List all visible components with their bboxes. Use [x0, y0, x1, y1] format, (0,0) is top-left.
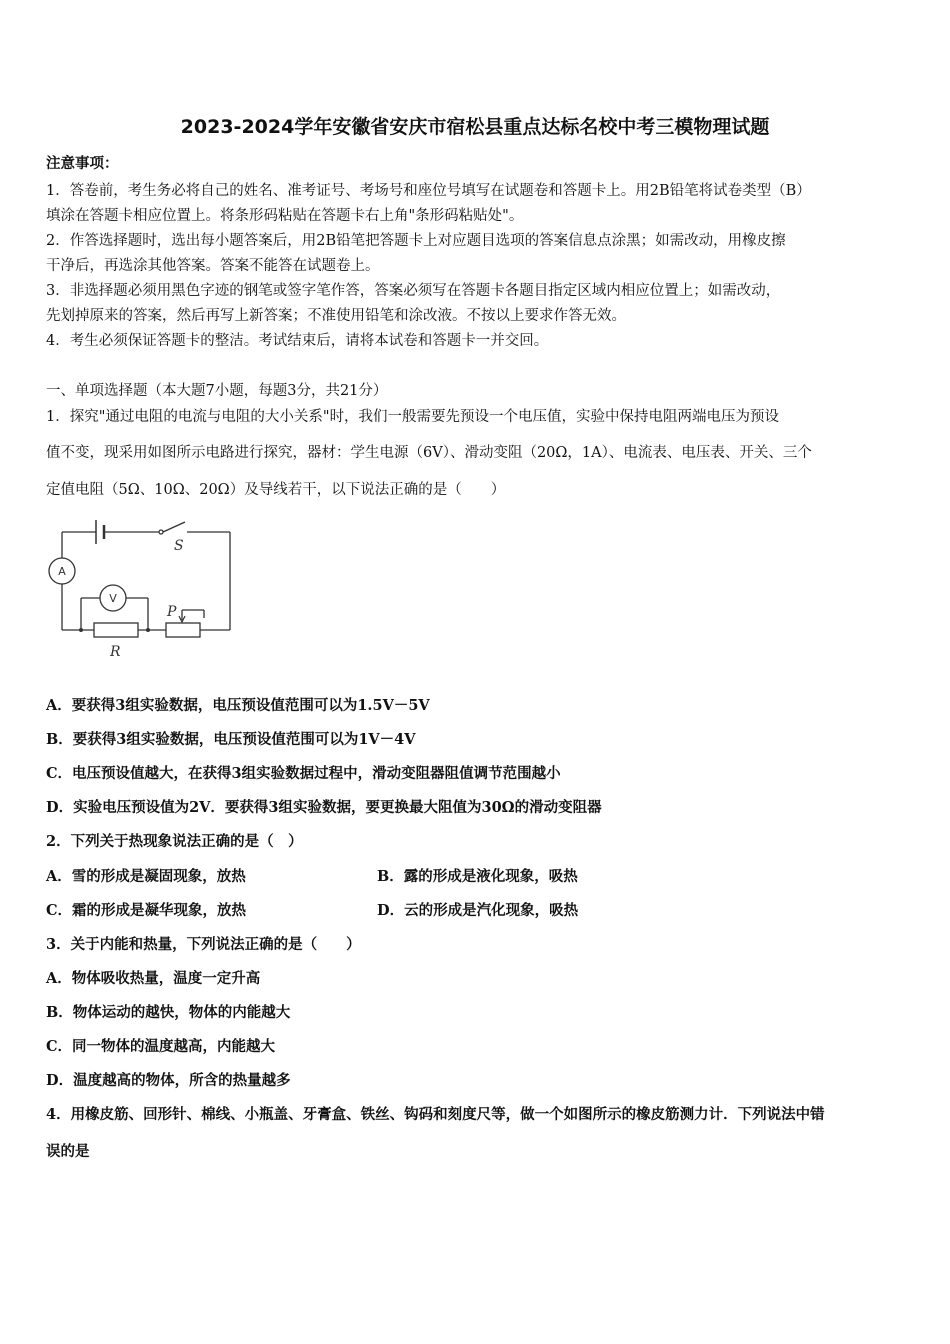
question-3-stem: 3．关于内能和热量，下列说法正确的是（ ） — [46, 936, 361, 953]
question-2-option: D．云的形成是汽化现象，吸热 — [377, 902, 579, 919]
slider-label: P — [167, 604, 177, 620]
notice-line: 3．非选择题必须用黑色字迹的钢笔或签字笔作答，答案必须写在答题卡各题目指定区域内相应位置上；如需改动， — [46, 283, 781, 299]
question-3-option: A．物体吸收热量，温度一定升高 — [46, 970, 261, 987]
notice-line: 先划掉原来的答案，然后再写上新答案；不准使用铅笔和涂改液。不按以上要求作答无效。 — [46, 308, 626, 324]
question-2-option: B．露的形成是液化现象，吸热 — [377, 868, 578, 885]
question-1-line: 定值电阻（5Ω、10Ω、20Ω）及导线若干，以下说法正确的是（ ） — [46, 482, 506, 498]
page-title: 2023-2024学年安徽省安庆市宿松县重点达标名校中考三模物理试题 — [180, 116, 770, 138]
question-3-option: C．同一物体的温度越高，内能越大 — [46, 1038, 276, 1055]
switch-label: S — [174, 538, 184, 554]
question-3-option: D．温度越高的物体，所含的热量越多 — [46, 1072, 291, 1089]
voltmeter-label: V — [109, 592, 117, 605]
question-1-option: D．实验电压预设值为2V．要获得3组实验数据，要更换最大阻值为30Ω的滑动变阻器 — [46, 799, 602, 816]
question-4-line: 误的是 — [46, 1143, 90, 1160]
notice-line: 1．答卷前，考生务必将自己的姓名、准考证号、考场号和座位号填写在试题卷和答题卡上。用2B铅笔将试卷类型（B） — [46, 183, 811, 199]
question-2-stem: 2．下列关于热现象说法正确的是（ ） — [46, 833, 303, 850]
notice-heading: 注意事项： — [46, 155, 119, 172]
question-2-option: A．雪的形成是凝固现象，放热 — [46, 868, 246, 885]
notice-line: 2．作答选择题时，选出每小题答案后，用2B铅笔把答题卡上对应题目选项的答案信息点涂黑；如需改动，用橡皮擦 — [46, 233, 786, 249]
question-1-line: 1．探究"通过电阻的电流与电阻的大小关系"时，我们一般需要先预设一个电压值，实验中保持电阻两端电压为预设 — [46, 409, 780, 425]
notice-line: 干净后，再选涂其他答案。答案不能答在试题卷上。 — [46, 258, 380, 274]
question-1-option: A．要获得3组实验数据，电压预设值范围可以为1.5V－5V — [46, 697, 430, 714]
ammeter-label: A — [58, 565, 66, 578]
notice-line: 填涂在答题卡相应位置上。将条形码粘贴在答题卡右上角"条形码粘贴处"。 — [46, 208, 524, 224]
question-4-line: 4．用橡皮筋、回形针、棉线、小瓶盖、牙膏盒、铁丝、钩码和刻度尺等，做一个如图所示的橡皮筋测力计．下列说法中错 — [46, 1106, 825, 1123]
circuit-diagram — [44, 510, 244, 660]
question-2-option: C．霜的形成是凝华现象，放热 — [46, 902, 247, 919]
question-3-option: B．物体运动的越快，物体的内能越大 — [46, 1004, 291, 1021]
resistor-label: R — [110, 644, 121, 660]
section-heading: 一、单项选择题（本大题7小题，每题3分，共21分） — [46, 383, 388, 399]
question-1-option: C．电压预设值越大，在获得3组实验数据过程中，滑动变阻器阻值调节范围越小 — [46, 765, 561, 782]
question-1-option: B．要获得3组实验数据，电压预设值范围可以为1V－4V — [46, 731, 416, 748]
notice-line: 4．考生必须保证答题卡的整洁。考试结束后，请将本试卷和答题卡一并交回。 — [46, 333, 549, 349]
question-1-line: 值不变，现采用如图所示电路进行探究，器材：学生电源（6V）、滑动变阻（20Ω，1A）、电流表、电压表、开关、三个 — [46, 445, 812, 461]
